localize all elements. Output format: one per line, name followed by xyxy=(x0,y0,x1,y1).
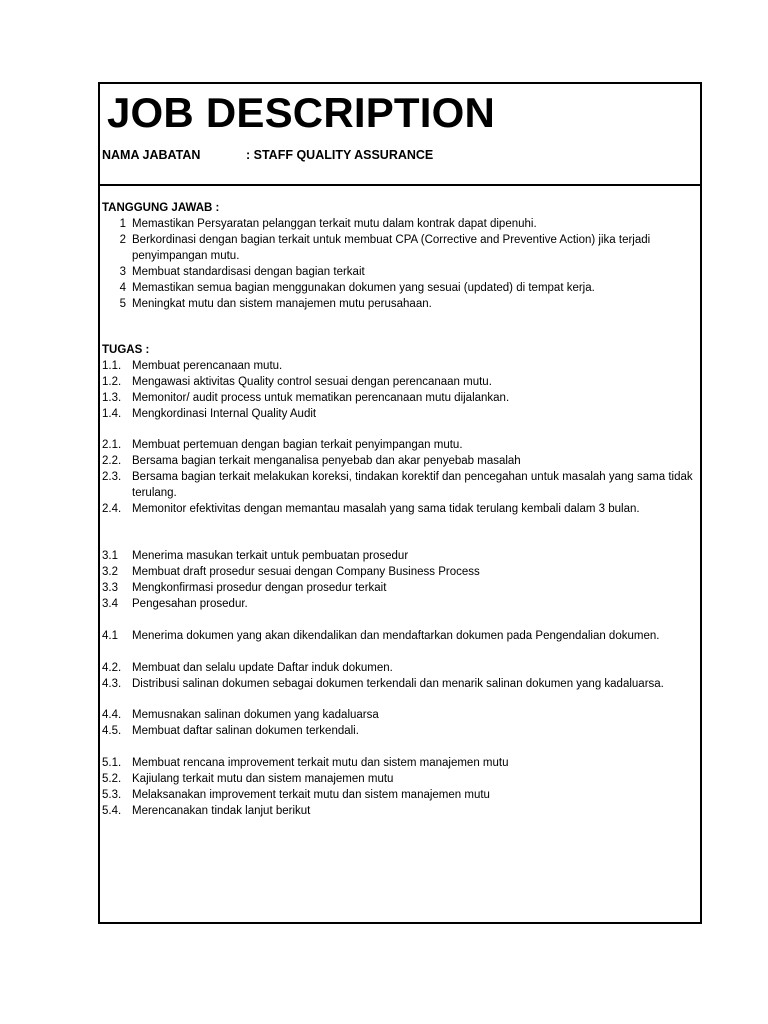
item-number: 2.4. xyxy=(102,503,122,515)
item-text: Menerima dokumen yang akan dikendalikan dan mendaftarkan dokumen pada Pengendalian dokumen. xyxy=(132,630,660,642)
item-text: Mengkonfirmasi prosedur dengan prosedur terkait xyxy=(132,582,387,594)
item-text: Membuat perencanaan mutu. xyxy=(132,360,283,372)
jabatan-label: NAMA JABATAN xyxy=(102,148,201,162)
item-number: 5.4. xyxy=(102,805,122,817)
item-text: Membuat dan selalu update Daftar induk dokumen. xyxy=(132,662,393,674)
item-number: 4.3. xyxy=(102,678,122,690)
item-number: 1.1. xyxy=(102,360,122,372)
item-number: 1.2. xyxy=(102,376,122,388)
item-number: 4.2. xyxy=(102,662,122,674)
jabatan-value: : STAFF QUALITY ASSURANCE xyxy=(246,148,434,162)
document-header xyxy=(100,84,700,186)
item-number: 5 xyxy=(119,298,126,310)
document-title: JOB DESCRIPTION xyxy=(107,89,496,136)
item-text: Meningkat mutu dan sistem manajemen mutu perusahaan. xyxy=(132,298,432,310)
item-text: Mengkordinasi Internal Quality Audit xyxy=(132,408,317,420)
item-text: Membuat pertemuan dengan bagian terkait penyimpangan mutu. xyxy=(132,439,463,451)
item-number: 3 xyxy=(119,266,126,278)
item-number: 4 xyxy=(119,282,126,294)
item-text: Merencanakan tindak lanjut berikut xyxy=(132,805,311,817)
item-number: 4.4. xyxy=(102,709,122,721)
item-text: Memonitor/ audit process untuk mematikan perencanaan mutu dijalankan. xyxy=(132,392,510,404)
item-number: 2.2. xyxy=(102,455,122,467)
item-number: 3.1 xyxy=(102,550,118,562)
item-number: 5.1. xyxy=(102,757,122,769)
item-text: Melaksanakan improvement terkait mutu dan sistem manajemen mutu xyxy=(132,789,490,801)
item-number: 3.4 xyxy=(102,598,118,610)
item-number: 1 xyxy=(119,218,126,230)
tugas-heading: TUGAS : xyxy=(102,344,150,356)
item-text: Kajiulang terkait mutu dan sistem manajemen mutu xyxy=(132,773,394,785)
item-text: Bersama bagian terkait melakukan koreksi, tindakan korektif dan pencegahan untuk masalah yang sama tidak terulang. xyxy=(132,471,693,499)
item-text: Membuat rencana improvement terkait mutu dan sistem manajemen mutu xyxy=(132,757,509,769)
item-text: Memastikan Persyaratan pelanggan terkait mutu dalam kontrak dapat dipenuhi. xyxy=(132,218,537,230)
item-number: 2.1. xyxy=(102,439,122,451)
item-text: Menerima masukan terkait untuk pembuatan prosedur xyxy=(132,550,409,562)
item-text: Membuat draft prosedur sesuai dengan Company Business Process xyxy=(132,566,480,578)
item-text: Membuat daftar salinan dokumen terkendali. xyxy=(132,725,359,737)
item-number: 1.3. xyxy=(102,392,122,404)
item-number: 4.1 xyxy=(102,630,118,642)
item-text: Memastikan semua bagian menggunakan dokumen yang sesuai (updated) di tempat kerja. xyxy=(132,282,595,294)
item-number: 2.3. xyxy=(102,471,122,483)
item-number: 5.3. xyxy=(102,789,122,801)
item-text: Bersama bagian terkait menganalisa penyebab dan akar penyebab masalah xyxy=(132,455,521,467)
item-text: Distribusi salinan dokumen sebagai dokumen terkendali dan menarik salinan dokumen yang kadaluarsa. xyxy=(132,678,664,690)
item-number: 1.4. xyxy=(102,408,122,420)
item-number: 3.2 xyxy=(102,566,118,578)
item-text: Memonitor efektivitas dengan memantau masalah yang sama tidak terulang kembali dalam 3 bulan. xyxy=(132,503,640,515)
item-number: 2 xyxy=(119,234,126,246)
item-text: Membuat standardisasi dengan bagian terkait xyxy=(132,266,365,278)
item-text: Memusnakan salinan dokumen yang kadaluarsa xyxy=(132,709,379,721)
job-description-document xyxy=(98,82,702,924)
item-text: Mengawasi aktivitas Quality control sesuai dengan perencanaan mutu. xyxy=(132,376,492,388)
jabatan-line xyxy=(102,148,434,162)
tanggung-jawab-heading: TANGGUNG JAWAB : xyxy=(102,202,220,214)
item-text: Berkordinasi dengan bagian terkait untuk membuat CPA (Corrective and Preventive Action) jika terjadi penyimpangan mutu. xyxy=(132,234,651,262)
item-text: Pengesahan prosedur. xyxy=(132,598,248,610)
item-number: 5.2. xyxy=(102,773,122,785)
item-number: 4.5. xyxy=(102,725,122,737)
item-number: 3.3 xyxy=(102,582,118,594)
